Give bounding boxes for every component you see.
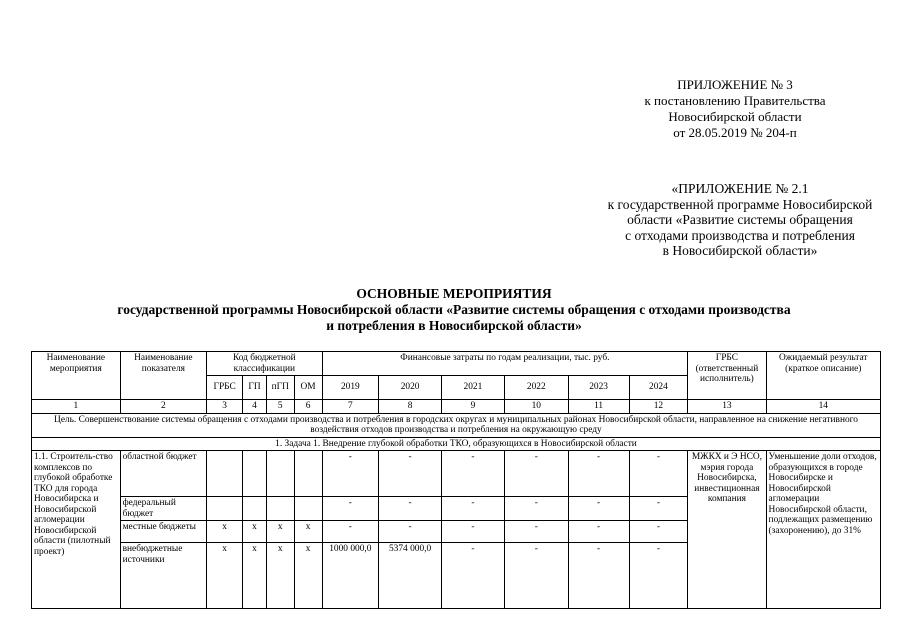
goal-row bbox=[32, 413, 881, 437]
column-number: 5 bbox=[266, 400, 294, 414]
budget-code-cell bbox=[294, 497, 322, 521]
column-number: 8 bbox=[379, 400, 442, 414]
budget-code-cell: х bbox=[243, 543, 267, 609]
annex-main-line: от 28.05.2019 № 204-п bbox=[673, 125, 797, 140]
header-year: 2019 bbox=[322, 376, 379, 400]
header-executor: ГРБС (ответственный исполнитель) bbox=[688, 352, 766, 400]
finance-value: - bbox=[629, 521, 688, 543]
budget-code-cell: х bbox=[207, 521, 243, 543]
finance-value: - bbox=[504, 521, 568, 543]
budget-code-cell bbox=[243, 497, 267, 521]
finance-value: - bbox=[379, 451, 442, 497]
annex-main-header bbox=[600, 77, 870, 141]
header-year: 2024 bbox=[629, 376, 688, 400]
column-numbers-row bbox=[32, 400, 881, 414]
header-finance: Финансовые затраты по годам реализации, тыс. руб. bbox=[322, 352, 688, 376]
budget-code-cell bbox=[294, 451, 322, 497]
finance-value: - bbox=[442, 497, 505, 521]
budget-code-cell bbox=[207, 451, 243, 497]
column-number: 10 bbox=[504, 400, 568, 414]
document-title bbox=[20, 286, 888, 334]
column-number: 4 bbox=[243, 400, 267, 414]
budget-code-cell: х bbox=[266, 521, 294, 543]
annex-program-line: с отходами производства и потребления bbox=[625, 227, 855, 243]
finance-value: - bbox=[629, 451, 688, 497]
annex-main-line: к постановлению Правительства bbox=[644, 93, 826, 108]
header-pgp: пГП bbox=[266, 376, 294, 400]
header-grbs: ГРБС bbox=[207, 376, 243, 400]
budget-code-cell bbox=[207, 497, 243, 521]
budget-code-cell: х bbox=[294, 521, 322, 543]
finance-value: - bbox=[442, 543, 505, 609]
annex-program-line: области «Развитие системы обращения bbox=[627, 212, 853, 228]
finance-value: 1000 000,0 bbox=[322, 543, 379, 609]
column-number: 7 bbox=[322, 400, 379, 414]
event-name: 1.1. Строитель-ство комплексов по глубокой обработке ТКО для города Новосибирска и Новосибирской агломерации Новосибирской области (пилотный проект) bbox=[32, 451, 121, 609]
indicator-name: областной бюджет bbox=[120, 451, 207, 497]
budget-code-cell: х bbox=[266, 543, 294, 609]
goal-text: Цель. Совершенствование системы обращения с отходами производства и потребления в городских округах и муниципальных районах Новосибирской области, направленное на снижение негативного воздействия отходов производства и потребления на окружающую среду bbox=[32, 413, 881, 437]
budget-code-cell bbox=[266, 497, 294, 521]
header-result: Ожидаемый результат (краткое описание) bbox=[766, 352, 880, 400]
title-line: государственной программы Новосибирской области «Развитие системы обращения с отходами производства bbox=[117, 302, 791, 317]
column-number: 12 bbox=[629, 400, 688, 414]
expected-result: Уменьшение доли отходов, образующихся в городе Новосибирске и Новосибирской агломерации Новосибирской области, подлежащих размещению (захоронению), до 31% bbox=[766, 451, 880, 609]
executor: МЖКХ и Э НСО, мэрия города Новосибирска, инвестиционная компания bbox=[688, 451, 766, 609]
task-text: 1. Задача 1. Внедрение глубокой обработки ТКО, образующихся в Новосибирской области bbox=[32, 437, 881, 451]
title-line: ОСНОВНЫЕ МЕРОПРИЯТИЯ bbox=[356, 286, 552, 301]
program-events-table bbox=[31, 351, 881, 609]
header-event-name: Наименование мероприятия bbox=[32, 352, 121, 400]
task-row bbox=[32, 437, 881, 451]
header-gp: ГП bbox=[243, 376, 267, 400]
finance-value: - bbox=[504, 451, 568, 497]
header-year: 2021 bbox=[442, 376, 505, 400]
column-number: 14 bbox=[766, 400, 880, 414]
finance-value: - bbox=[379, 521, 442, 543]
header-indicator-name: Наименование показателя bbox=[120, 352, 207, 400]
column-number: 11 bbox=[568, 400, 629, 414]
indicator-name: федеральный бюджет bbox=[120, 497, 207, 521]
finance-value: - bbox=[568, 451, 629, 497]
header-row-1 bbox=[32, 352, 881, 376]
finance-value: - bbox=[504, 497, 568, 521]
annex-main-line: ПРИЛОЖЕНИЕ № 3 bbox=[677, 77, 793, 92]
budget-code-cell: х bbox=[243, 521, 267, 543]
indicator-name: внебюджетные источники bbox=[120, 543, 207, 609]
annex-program-line: в Новосибирской области» bbox=[662, 243, 818, 259]
finance-value: - bbox=[442, 451, 505, 497]
finance-value: - bbox=[629, 543, 688, 609]
header-year: 2022 bbox=[504, 376, 568, 400]
budget-code-cell bbox=[243, 451, 267, 497]
header-year: 2023 bbox=[568, 376, 629, 400]
finance-value: 5374 000,0 bbox=[379, 543, 442, 609]
finance-value: - bbox=[568, 497, 629, 521]
finance-value: - bbox=[379, 497, 442, 521]
annex-program-line: «ПРИЛОЖЕНИЕ № 2.1 bbox=[671, 181, 809, 196]
table-row bbox=[32, 451, 881, 497]
budget-code-cell: х bbox=[207, 543, 243, 609]
finance-value: - bbox=[322, 451, 379, 497]
column-number: 6 bbox=[294, 400, 322, 414]
title-line: и потребления в Новосибирской области» bbox=[326, 318, 582, 333]
column-number: 9 bbox=[442, 400, 505, 414]
column-number: 3 bbox=[207, 400, 243, 414]
finance-value: - bbox=[322, 521, 379, 543]
finance-value: - bbox=[568, 521, 629, 543]
column-number: 1 bbox=[32, 400, 121, 414]
finance-value: - bbox=[504, 543, 568, 609]
annex-main-line: Новосибирской области bbox=[668, 109, 802, 124]
finance-value: - bbox=[322, 497, 379, 521]
header-year: 2020 bbox=[379, 376, 442, 400]
indicator-name: местные бюджеты bbox=[120, 521, 207, 543]
budget-code-cell bbox=[266, 451, 294, 497]
header-budget-code: Код бюджетной классификации bbox=[207, 352, 322, 376]
budget-code-cell: х bbox=[294, 543, 322, 609]
header-om: ОМ bbox=[294, 376, 322, 400]
finance-value: - bbox=[568, 543, 629, 609]
finance-value: - bbox=[629, 497, 688, 521]
finance-value: - bbox=[442, 521, 505, 543]
column-number: 13 bbox=[688, 400, 766, 414]
annex-program-line: к государственной программе Новосибирской bbox=[607, 196, 873, 212]
column-number: 2 bbox=[120, 400, 207, 414]
annex-program-header bbox=[575, 181, 905, 259]
